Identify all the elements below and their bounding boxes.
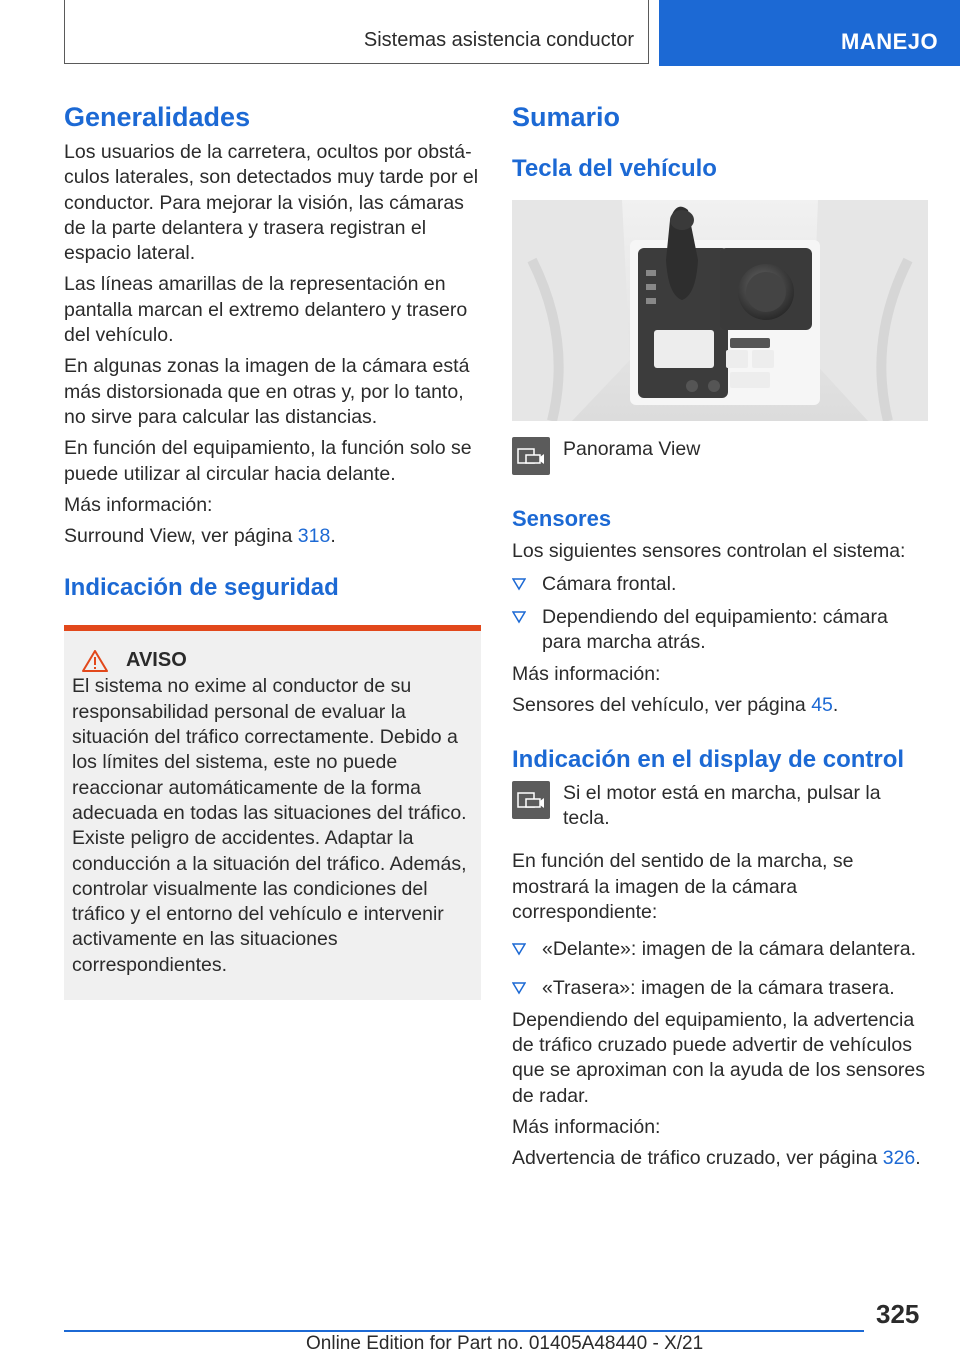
panorama-view-camera-icon[interactable] [512,437,550,475]
display-list [512,937,929,1001]
heading-display: Indicación en el display de control [512,745,905,773]
left-column [64,100,481,1000]
list-item [512,605,929,656]
ref-text: Sensores del vehículo, ver página [512,694,812,717]
triangle-bullet-icon [512,577,526,591]
list-item-text: Cámara frontal. [542,573,677,596]
right-column [512,100,929,1172]
sensors-reference [512,693,929,718]
warning-text: El sistema no exime al conductor de su responsabilidad personal de evaluar la situación del tráfico correctamente. Debido a los límites del sistema, este no puede reaccionar automáticamente de la forma adecuada en todas las situaciones del tráfico. Existe peligro de accidentes. Adaptar la conducción a la situación del tráfico. Además, controlar visualmente las condiciones del tráfico y el entorno del vehículo e intervenir activamente en las situaciones correspondientes. [72,675,467,976]
warning-title: AVISO [126,649,187,672]
list-item [512,976,929,1001]
sensors-list [512,572,929,655]
header-section-title: Sistemas asistencia conductor [363,29,634,51]
heading-vehicle-key: Tecla del vehículo [512,155,717,182]
warning-box [64,625,481,1000]
paragraph: Los usuarios de la carretera, ocultos por obstáculos laterales, son detectados muy tarde por el conductor. Para mejorar la visión, las cámaras de la parte delantera y trasera registran el espacio lateral. [64,141,479,265]
ref-end: . [330,525,336,548]
page-link-318[interactable]: 318 [297,525,331,548]
heading-safety: Indicación de seguridad [64,574,339,602]
ref-text: Advertencia de tráfico cruzado, ver página [512,1147,883,1170]
triangle-bullet-icon [512,942,526,956]
paragraph: Las líneas amarillas de la representación en pantalla marcan el extremo delantero y trasero del vehículo. [64,273,468,347]
cross-reference [64,524,481,549]
heading-sensors: Sensores [512,506,612,531]
paragraph: Más información: [64,493,213,516]
header-section-box [64,0,649,64]
header-chapter-label: MANEJO [841,29,939,54]
footer-rule [64,1330,864,1332]
panorama-view-row [512,437,929,475]
warning-header [72,649,473,672]
center-console-photo [512,200,928,421]
paragraph: En algunas zonas la imagen de la cámara está más distorsionada que en otras y, por lo tanto, no sirve para calcular las distancias. [64,355,470,428]
triangle-bullet-icon [512,610,526,624]
page-number: 325 [876,1299,920,1329]
cross-traffic-reference [512,1146,929,1171]
page-header [0,0,960,66]
sensors-intro: Los siguientes sensores controlan el sistema: [512,540,906,562]
display-action-text: Si el motor está en marcha, pulsar la tecla. [563,781,881,830]
page-link-326[interactable]: 326 [882,1147,916,1170]
heading-generalidades: Generalidades [64,102,251,132]
ref-text: Surround View, ver página [64,525,298,548]
paragraph: En función del equipamiento, la función solo se puede utilizar al circular hacia delante. [64,437,472,485]
list-item [512,572,929,597]
panorama-view-camera-icon[interactable] [512,781,550,819]
ref-end: . [832,694,839,717]
center-console-image [512,200,928,421]
list-item-text: «Delante»: imagen de la cámara delantera. [542,938,916,961]
list-item [512,937,929,962]
display-paragraph: En función del sentido de la marcha, se mostrará la imagen de la cámara correspondiente: [512,850,854,923]
triangle-bullet-icon [512,981,526,995]
warning-triangle-icon [82,650,108,672]
cross-traffic-more: Más información: [512,1116,661,1139]
page-link-45[interactable]: 45 [811,694,833,717]
list-item-text: «Trasera»: imagen de la cámara trasera. [542,976,895,999]
list-item-text: Dependiendo del equipamiento: cámara para marcha atrás. [542,605,888,653]
sensors-more: Más información: [512,663,661,686]
panorama-view-label: Panorama View [563,438,701,460]
footer-edition: Online Edition for Part no. 01405A48440 - X/21 [306,1333,704,1354]
ref-end: . [915,1147,921,1170]
heading-sumario: Sumario [512,102,621,132]
display-action-row [512,781,929,832]
header-chapter-tab [659,0,960,66]
cross-traffic-paragraph: Dependiendo del equipamiento, la advertencia de tráfico cruzado puede advertir de vehículos que se aproximan con la ayuda de los sensores de radar. [512,1008,926,1107]
